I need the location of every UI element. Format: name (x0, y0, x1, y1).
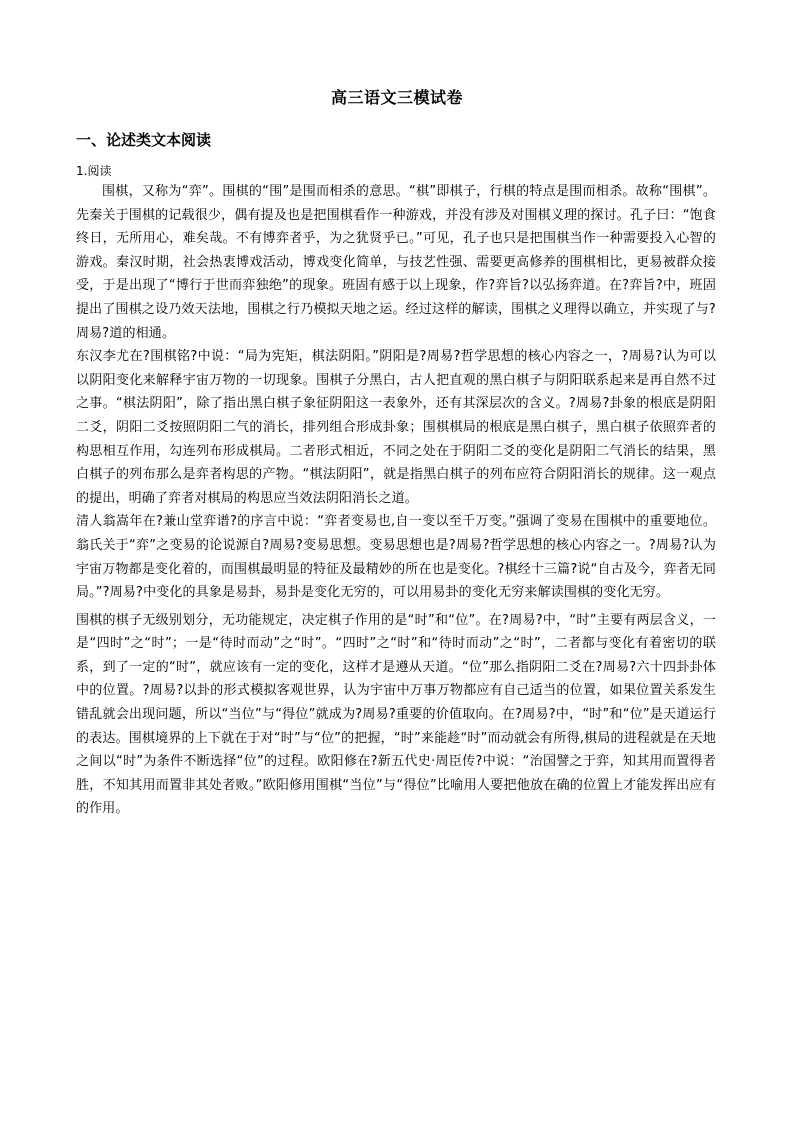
passage-paragraph-3: 清人翁嵩年在?兼山堂弈谱?的序言中说：“弈者变易也,自一变以至千万变。”强调了变易在围棋中的重要地位。翁氏关于“弈”之变易的论说源自?周易?变易思想。变易思想也是?周易?哲学思想的核心内容之一。?周易?认为宇宙万物都是变化着的，而围棋最明显的特征及最精妙的所在也是变化。?棋经十三篇?说“自古及今，弈者无同局。”?周易?中变化的具象是易卦，易卦是变化无穷的，可以用易卦的变化无穷来解读围棋的变化无穷。 (76, 514, 716, 601)
passage-paragraph-2: 东汉李尤在?围棋铭?中说：“局为宪矩，棋法阴阳。”阴阳是?周易?哲学思想的核心内容之一，?周易?认为可以以阴阳变化来解释宇宙万物的一切现象。围棋子分黑白，古人把直观的黑白棋子与阴阳联系起来是再自然不过之事。“棋法阴阳”，除了指出黑白棋子象征阴阳这一表象外，还有其深层次的含义。?周易?卦象的根底是阴阳二爻，阴阳二爻按照阴阳二气的消长，排列组合形成卦象；围棋棋局的根底是黑白棋子，黑白棋子依照弈者的构思相互作用，勾连列布形成棋局。二者形式相近，不同之处在于阴阳二爻的变化是阴阳二气消长的结果，黑白棋子的列布那么是弈者构思的产物。“棋法阴阳”，就是指黑白棋子的列布应符合阴阳消长的规律。这一观点的提出，明确了弈者对棋局的构思应当效法阴阳消长之道。 (76, 349, 716, 506)
passage-paragraph-4: 围棋的棋子无级别划分，无功能规定，决定棋子作用的是“时”和“位”。在?周易?中，“时”主要有两层含义，一是“四时”之“时”；一是“待时而动”之“时”。“四时”之“时”和“待时而动”之“时”，二者都与变化有着密切的联系，到了一定的“时”，就应该有一定的变化，这样才是遵从天道。“位”那么指阴阳二爻在?周易?六十四卦卦体中的位置。?周易?以卦的形式模拟客观世界，认为宇宙中万事万物都应有自己适当的位置，如果位置关系发生错乱就会出现问题，所以“当位”与“得位”就成为?周易?重要的价值取向。在?周易?中，“时”和“位”是天道运行的表达。围棋境界的上下就在于对“时”与“位”的把握，“时”来能趁“时”而动就会有所得,棋局的进程就是在天地之间以“时”为条件不断选择“位”的过程。欧阳修在?新五代史·周臣传?中说：“治国譬之于弈，知其用而置得者胜，不知其用而置非其处者败。”欧阳修用围棋“当位”与“得位”比喻用人要把他放在确的位置上才能发挥出应有的作用。 (76, 612, 716, 817)
passage-paragraph-1: 围棋，又称为“弈”。围棋的“围”是围而相杀的意思。“棋”即棋子，行棋的特点是围而相杀。故称“围棋”。先秦关于围棋的记载很少，偶有提及也是把围棋看作一种游戏，并没有涉及对围棋义理的探讨。孔子曰：“饱食终日，无所用心，难矣哉。不有博弈者乎，为之犹贤乎已。”可见，孔子也只是把围棋当作一种需要投入心智的游戏。秦汉时期，社会热衷博戏活动，博戏变化简单，与技艺性强、需要更高修养的围棋相比，更易被群众接受，于是出现了“博行于世而弈独绝”的现象。班固有感于以上现象，作?弈旨?以弘扬弈道。在?弈旨?中，班固提出了围棋之设乃效天法地，围棋之行乃模拟天地之运。经过这样的解读，围棋之义理得以确立，并实现了与?周易?道的相通。 (76, 184, 716, 341)
section-heading: 一、论述类文本阅读 (76, 131, 212, 149)
document-title: 高三语文三模试卷 (330, 88, 463, 107)
reading-passage (76, 180, 716, 821)
question-label: 1.阅读 (76, 164, 112, 178)
